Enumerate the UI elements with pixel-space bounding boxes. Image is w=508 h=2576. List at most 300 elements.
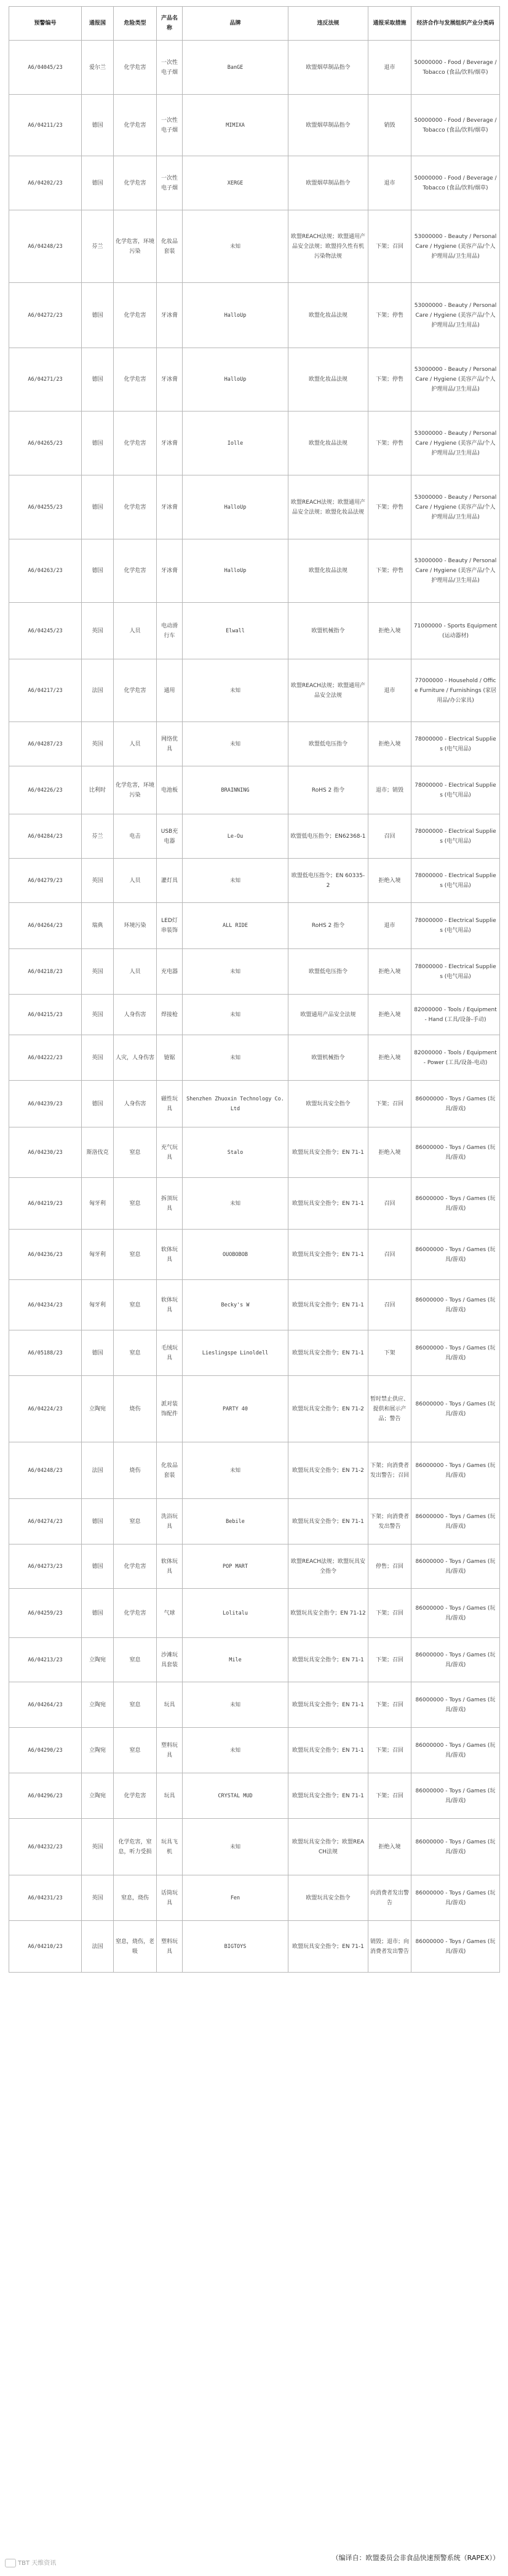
- cell-risk: 化学危害: [114, 156, 157, 210]
- cell-law: 欧盟玩具安全指令；EN 71-1: [288, 1773, 368, 1819]
- cell-law: 欧盟化妆品法规: [288, 411, 368, 475]
- cell-risk: 人身伤害: [114, 1081, 157, 1127]
- cell-measure: 拒绝入境: [368, 859, 411, 903]
- cell-category-code: 86000000 - Toys / Games (玩具/游戏): [411, 1330, 500, 1376]
- cell-law: 欧盟玩具安全指令；EN 71-1: [288, 1921, 368, 1973]
- cell-measure: 退市: [368, 659, 411, 722]
- table-row: [9, 1230, 500, 1280]
- cell-measure: 下架；召回: [368, 210, 411, 283]
- cell-category-code: 50000000 - Food / Beverage / Tobacco (食品/饮料/烟草): [411, 41, 500, 95]
- cell-law: 欧盟REACH法规；欧盟玩具安全指令: [288, 1544, 368, 1589]
- cell-risk: 环境污染: [114, 903, 157, 949]
- rapex-alert-table: [9, 6, 500, 1973]
- table-row: [9, 1638, 500, 1682]
- cell-brand: PARTY 40: [183, 1376, 288, 1442]
- cell-risk: 化学危害，环境污染: [114, 766, 157, 814]
- cell-country: 匈牙利: [82, 1280, 114, 1330]
- cell-alert-id: A6/04290/23: [9, 1728, 82, 1773]
- cell-category-code: 77000000 - Household / Office Furniture / Furnishings (家居用品/办公家具): [411, 659, 500, 722]
- cell-brand: CRYSTAL MUD: [183, 1773, 288, 1819]
- cell-category-code: 78000000 - Electrical Supplies (电气用品): [411, 859, 500, 903]
- cell-measure: 下架: [368, 1330, 411, 1376]
- cell-measure: 拒绝入境: [368, 1035, 411, 1081]
- table-row: [9, 1728, 500, 1773]
- table-row: [9, 1921, 500, 1973]
- cell-country: 英国: [82, 995, 114, 1035]
- cell-brand: Stalo: [183, 1127, 288, 1178]
- cell-country: 英国: [82, 949, 114, 995]
- cell-country: 德国: [82, 1589, 114, 1638]
- cell-law: 欧盟玩具安全指令；EN 71-1: [288, 1330, 368, 1376]
- cell-risk: 化学危害，窒息，听力受损: [114, 1819, 157, 1875]
- cell-country: 德国: [82, 1499, 114, 1544]
- cell-risk: 化学危害: [114, 411, 157, 475]
- cell-product: 洗浴玩具: [157, 1499, 183, 1544]
- cell-country: 德国: [82, 411, 114, 475]
- cell-brand: 未知: [183, 859, 288, 903]
- table-row: [9, 859, 500, 903]
- cell-alert-id: A6/04217/23: [9, 659, 82, 722]
- cell-brand: 未知: [183, 1442, 288, 1499]
- table-row: [9, 539, 500, 603]
- cell-product: 软体玩具: [157, 1280, 183, 1330]
- cell-alert-id: A6/04045/23: [9, 41, 82, 95]
- cell-measure: 退市；销毁: [368, 766, 411, 814]
- cell-law: 欧盟化妆品法规: [288, 348, 368, 411]
- cell-country: 瑞典: [82, 903, 114, 949]
- cell-measure: 退市: [368, 903, 411, 949]
- cell-alert-id: A6/04231/23: [9, 1875, 82, 1921]
- cell-risk: 化学危害，环境污染: [114, 210, 157, 283]
- table-row: [9, 995, 500, 1035]
- cell-risk: 人灾，人身伤害: [114, 1035, 157, 1081]
- cell-alert-id: A6/05188/23: [9, 1330, 82, 1376]
- cell-category-code: 86000000 - Toys / Games (玩具/游戏): [411, 1280, 500, 1330]
- cell-law: 欧盟烟草制品指令: [288, 156, 368, 210]
- cell-law: RoHS 2 指令: [288, 766, 368, 814]
- cell-product: 牙冰膏: [157, 539, 183, 603]
- cell-alert-id: A6/04263/23: [9, 539, 82, 603]
- cell-country: 立陶宛: [82, 1773, 114, 1819]
- table-row: [9, 659, 500, 722]
- cell-risk: 窒息: [114, 1728, 157, 1773]
- cell-risk: 化学危害: [114, 475, 157, 539]
- cell-category-code: 86000000 - Toys / Games (玩具/游戏): [411, 1178, 500, 1230]
- table-row: [9, 41, 500, 95]
- cell-brand: ALL RIDE: [183, 903, 288, 949]
- cell-risk: 人员: [114, 949, 157, 995]
- cell-country: 法国: [82, 659, 114, 722]
- cell-risk: 窒息: [114, 1330, 157, 1376]
- cell-alert-id: A6/04248/23: [9, 210, 82, 283]
- table-row: [9, 1035, 500, 1081]
- cell-alert-id: A6/04239/23: [9, 1081, 82, 1127]
- cell-measure: 下架；召回: [368, 1589, 411, 1638]
- cell-country: 德国: [82, 1081, 114, 1127]
- cell-brand: BIGTOYS: [183, 1921, 288, 1973]
- cell-product: 一次性电子烟: [157, 95, 183, 156]
- cell-risk: 人员: [114, 603, 157, 659]
- table-row: [9, 283, 500, 348]
- cell-measure: 下架；停售: [368, 475, 411, 539]
- cell-country: 立陶宛: [82, 1376, 114, 1442]
- cell-country: 比利时: [82, 766, 114, 814]
- cell-product: 充电器: [157, 949, 183, 995]
- cell-brand: Elwall: [183, 603, 288, 659]
- cell-measure: 下架；召回: [368, 1682, 411, 1728]
- cell-risk: 窒息: [114, 1280, 157, 1330]
- cell-measure: 拒绝入境: [368, 995, 411, 1035]
- cell-risk: 窒息，烧伤: [114, 1875, 157, 1921]
- cell-measure: 拒绝入境: [368, 603, 411, 659]
- cell-category-code: 78000000 - Electrical Supplies (电气用品): [411, 814, 500, 859]
- cell-product: 塑料玩具: [157, 1921, 183, 1973]
- cell-measure: 下架；召回: [368, 1728, 411, 1773]
- cell-alert-id: A6/04296/23: [9, 1773, 82, 1819]
- cell-country: 德国: [82, 95, 114, 156]
- cell-measure: 下架；停售: [368, 539, 411, 603]
- table-row: [9, 814, 500, 859]
- cell-category-code: 86000000 - Toys / Games (玩具/游戏): [411, 1773, 500, 1819]
- cell-country: 芬兰: [82, 210, 114, 283]
- cell-measure: 召回: [368, 1230, 411, 1280]
- header-risk: 危险类型: [114, 7, 157, 41]
- cell-product: 玩具: [157, 1682, 183, 1728]
- cell-country: 芬兰: [82, 814, 114, 859]
- cell-country: 英国: [82, 1875, 114, 1921]
- cell-category-code: 53000000 - Beauty / Personal Care / Hygiene (美容产品/个人护理用品/卫生用品): [411, 411, 500, 475]
- cell-law: 欧盟低电压指令: [288, 949, 368, 995]
- cell-brand: HalloUp: [183, 348, 288, 411]
- cell-alert-id: A6/04279/23: [9, 859, 82, 903]
- cell-law: 欧盟玩具安全指令: [288, 1081, 368, 1127]
- cell-law: 欧盟REACH法规；欧盟通用产品安全法规: [288, 659, 368, 722]
- cell-law: 欧盟烟草制品指令: [288, 41, 368, 95]
- cell-product: 充气玩具: [157, 1127, 183, 1178]
- cell-alert-id: A6/04265/23: [9, 411, 82, 475]
- cell-category-code: 86000000 - Toys / Games (玩具/游戏): [411, 1442, 500, 1499]
- cell-product: 软体玩具: [157, 1230, 183, 1280]
- cell-country: 英国: [82, 603, 114, 659]
- table-row: [9, 1178, 500, 1230]
- cell-alert-id: A6/04234/23: [9, 1280, 82, 1330]
- cell-measure: 下架；召回: [368, 1081, 411, 1127]
- cell-product: 电动滑行车: [157, 603, 183, 659]
- cell-category-code: 53000000 - Beauty / Personal Care / Hygiene (美容产品/个人护理用品/卫生用品): [411, 475, 500, 539]
- cell-measure: 退市: [368, 156, 411, 210]
- cell-category-code: 53000000 - Beauty / Personal Care / Hygiene (美容产品/个人护理用品/卫生用品): [411, 539, 500, 603]
- cell-product: 沙滩玩具套装: [157, 1638, 183, 1682]
- cell-product: 链锯: [157, 1035, 183, 1081]
- cell-product: USB充电器: [157, 814, 183, 859]
- cell-measure: 下架；召回: [368, 1773, 411, 1819]
- cell-alert-id: A6/04274/23: [9, 1499, 82, 1544]
- cell-product: 牙冰膏: [157, 348, 183, 411]
- table-row: [9, 156, 500, 210]
- cell-country: 德国: [82, 475, 114, 539]
- cell-alert-id: A6/04222/23: [9, 1035, 82, 1081]
- cell-category-code: 50000000 - Food / Beverage / Tobacco (食品/饮料/烟草): [411, 156, 500, 210]
- cell-category-code: 50000000 - Food / Beverage / Tobacco (食品/饮料/烟草): [411, 95, 500, 156]
- cell-brand: 未知: [183, 1728, 288, 1773]
- cell-risk: 窒息: [114, 1230, 157, 1280]
- cell-brand: Le-Ou: [183, 814, 288, 859]
- cell-alert-id: A6/04211/23: [9, 95, 82, 156]
- cell-law: 欧盟玩具安全指令；EN 71-1: [288, 1178, 368, 1230]
- cell-measure: 销毁: [368, 95, 411, 156]
- cell-country: 匈牙利: [82, 1230, 114, 1280]
- cell-category-code: 78000000 - Electrical Supplies (电气用品): [411, 903, 500, 949]
- cell-alert-id: A6/04213/23: [9, 1638, 82, 1682]
- cell-country: 德国: [82, 1330, 114, 1376]
- cell-alert-id: A6/04273/23: [9, 1544, 82, 1589]
- cell-category-code: 86000000 - Toys / Games (玩具/游戏): [411, 1376, 500, 1442]
- cell-category-code: 78000000 - Electrical Supplies (电气用品): [411, 722, 500, 766]
- cell-country: 英国: [82, 859, 114, 903]
- cell-measure: 下架；召回: [368, 1638, 411, 1682]
- cell-country: 立陶宛: [82, 1682, 114, 1728]
- cell-product: 灌灯具: [157, 859, 183, 903]
- cell-brand: 未知: [183, 995, 288, 1035]
- cell-brand: 未知: [183, 1178, 288, 1230]
- cell-law: RoHS 2 指令: [288, 903, 368, 949]
- cell-country: 斯洛伐克: [82, 1127, 114, 1178]
- cell-product: 通用: [157, 659, 183, 722]
- cell-product: 气球: [157, 1589, 183, 1638]
- cell-risk: 化学危害: [114, 41, 157, 95]
- cell-brand: Mile: [183, 1638, 288, 1682]
- cell-alert-id: A6/04226/23: [9, 766, 82, 814]
- cell-risk: 人身伤害: [114, 995, 157, 1035]
- cell-brand: 未知: [183, 210, 288, 283]
- cell-product: 焊接枪: [157, 995, 183, 1035]
- cell-measure: 退市: [368, 41, 411, 95]
- cell-product: 电池板: [157, 766, 183, 814]
- cell-measure: 停售；召回: [368, 1544, 411, 1589]
- cell-category-code: 86000000 - Toys / Games (玩具/游戏): [411, 1875, 500, 1921]
- cell-law: 欧盟玩具安全指令；EN 71-1: [288, 1127, 368, 1178]
- table-row: [9, 411, 500, 475]
- cell-brand: Iolle: [183, 411, 288, 475]
- table-row: [9, 475, 500, 539]
- cell-alert-id: A6/04219/23: [9, 1178, 82, 1230]
- cell-category-code: 53000000 - Beauty / Personal Care / Hygiene (美容产品/个人护理用品/卫生用品): [411, 283, 500, 348]
- cell-risk: 窒息，烧伤，老吸: [114, 1921, 157, 1973]
- cell-category-code: 78000000 - Electrical Supplies (电气用品): [411, 766, 500, 814]
- table-row: [9, 1442, 500, 1499]
- cell-product: 一次性电子烟: [157, 41, 183, 95]
- cell-measure: 召回: [368, 1280, 411, 1330]
- watermark-text: TBT 天维资讯: [18, 2560, 57, 2567]
- cell-risk: 窒息: [114, 1682, 157, 1728]
- cell-law: 欧盟烟草制品指令: [288, 95, 368, 156]
- cell-category-code: 86000000 - Toys / Games (玩具/游戏): [411, 1921, 500, 1973]
- cell-category-code: 86000000 - Toys / Games (玩具/游戏): [411, 1682, 500, 1728]
- cell-measure: 向消费者发出警告: [368, 1875, 411, 1921]
- cell-law: 欧盟REACH法规；欧盟通用产品安全法规；欧盟化妆品法规: [288, 475, 368, 539]
- header-product: 产品名称: [157, 7, 183, 41]
- cell-alert-id: A6/04264/23: [9, 1682, 82, 1728]
- cell-measure: 暂时禁止供应、提供和展示产品；警告: [368, 1376, 411, 1442]
- table-row: [9, 1330, 500, 1376]
- cell-law: 欧盟通用产品安全法规: [288, 995, 368, 1035]
- cell-alert-id: A6/04255/23: [9, 475, 82, 539]
- cell-brand: HalloUp: [183, 283, 288, 348]
- cell-alert-id: A6/04210/23: [9, 1921, 82, 1973]
- cell-country: 法国: [82, 1921, 114, 1973]
- cell-risk: 化学危害: [114, 283, 157, 348]
- cell-law: 欧盟玩具安全指令；EN 71-1: [288, 1682, 368, 1728]
- cell-brand: Fen: [183, 1875, 288, 1921]
- cell-alert-id: A6/04287/23: [9, 722, 82, 766]
- table-row: [9, 1819, 500, 1875]
- cell-risk: 窒息: [114, 1638, 157, 1682]
- cell-brand: MIMIXA: [183, 95, 288, 156]
- table-row: [9, 1376, 500, 1442]
- cell-category-code: 86000000 - Toys / Games (玩具/游戏): [411, 1544, 500, 1589]
- cell-country: 立陶宛: [82, 1728, 114, 1773]
- cell-category-code: 86000000 - Toys / Games (玩具/游戏): [411, 1499, 500, 1544]
- cell-measure: 下架；向消费者发出警告；召回: [368, 1442, 411, 1499]
- cell-alert-id: A6/04202/23: [9, 156, 82, 210]
- cell-product: 玩具: [157, 1773, 183, 1819]
- table-row: [9, 1127, 500, 1178]
- cell-alert-id: A6/04272/23: [9, 283, 82, 348]
- cell-alert-id: A6/04232/23: [9, 1819, 82, 1875]
- header-law: 违反法规: [288, 7, 368, 41]
- cell-product: 话筒玩具: [157, 1875, 183, 1921]
- table-row: [9, 1875, 500, 1921]
- cell-law: 欧盟玩具安全指令；EN 71-1: [288, 1638, 368, 1682]
- cell-risk: 化学危害: [114, 1773, 157, 1819]
- table-row: [9, 1589, 500, 1638]
- cell-measure: 下架；停售: [368, 348, 411, 411]
- table-row: [9, 903, 500, 949]
- cell-product: 牙冰膏: [157, 411, 183, 475]
- cell-product: 牙冰膏: [157, 475, 183, 539]
- cell-product: 化妆品套装: [157, 1442, 183, 1499]
- cell-law: 欧盟玩具安全指令；EN 71-1: [288, 1280, 368, 1330]
- table-header-row: [9, 7, 500, 41]
- cell-brand: Lolitalu: [183, 1589, 288, 1638]
- cell-alert-id: A6/04215/23: [9, 995, 82, 1035]
- cell-brand: HalloUp: [183, 475, 288, 539]
- table-row: [9, 603, 500, 659]
- cell-product: 玩具飞机: [157, 1819, 183, 1875]
- cell-measure: 召回: [368, 814, 411, 859]
- cell-category-code: 86000000 - Toys / Games (玩具/游戏): [411, 1230, 500, 1280]
- cell-law: 欧盟玩具安全指令: [288, 1875, 368, 1921]
- cell-law: 欧盟玩具安全指令；欧盟REACH法规: [288, 1819, 368, 1875]
- cell-alert-id: A6/04230/23: [9, 1127, 82, 1178]
- cell-brand: BanGE: [183, 41, 288, 95]
- cell-country: 英国: [82, 1035, 114, 1081]
- cell-brand: 未知: [183, 1682, 288, 1728]
- cell-product: 毛绒玩具: [157, 1330, 183, 1376]
- cell-risk: 窒息: [114, 1499, 157, 1544]
- cell-measure: 下架；停售: [368, 283, 411, 348]
- header-code: 经济合作与发展组织产业分类码: [411, 7, 500, 41]
- cell-risk: 窒息: [114, 1178, 157, 1230]
- cell-risk: 化学危害: [114, 348, 157, 411]
- cell-alert-id: A6/04218/23: [9, 949, 82, 995]
- cell-measure: 销毁；退市；向消费者发出警告: [368, 1921, 411, 1973]
- cell-country: 英国: [82, 1819, 114, 1875]
- cell-risk: 窒息: [114, 1127, 157, 1178]
- cell-risk: 化学危害: [114, 1544, 157, 1589]
- cell-product: 网络优具: [157, 722, 183, 766]
- table-row: [9, 949, 500, 995]
- cell-product: 牙冰膏: [157, 283, 183, 348]
- header-brand: 品牌: [183, 7, 288, 41]
- cell-brand: 未知: [183, 949, 288, 995]
- table-row: [9, 1544, 500, 1589]
- cell-law: 欧盟机械指令: [288, 603, 368, 659]
- cell-law: 欧盟REACH法规；欧盟通用产品安全法规；欧盟持久性有机污染物法规: [288, 210, 368, 283]
- cell-alert-id: A6/04245/23: [9, 603, 82, 659]
- cell-category-code: 86000000 - Toys / Games (玩具/游戏): [411, 1728, 500, 1773]
- cell-law: 欧盟低电压指令: [288, 722, 368, 766]
- cell-category-code: 86000000 - Toys / Games (玩具/游戏): [411, 1127, 500, 1178]
- header-measure: 通报采取措施: [368, 7, 411, 41]
- header-id: 预警编号: [9, 7, 82, 41]
- cell-category-code: 53000000 - Beauty / Personal Care / Hygiene (美容产品/个人护理用品/卫生用品): [411, 210, 500, 283]
- cell-measure: 下架；向消费者发出警告: [368, 1499, 411, 1544]
- cell-measure: 拒绝入境: [368, 1127, 411, 1178]
- cell-product: 拆顶玩具: [157, 1178, 183, 1230]
- cell-law: 欧盟玩具安全指令；EN 71-1: [288, 1230, 368, 1280]
- cell-law: 欧盟低电压指令；EN 60335-2: [288, 859, 368, 903]
- cell-alert-id: A6/04224/23: [9, 1376, 82, 1442]
- cell-brand: 未知: [183, 659, 288, 722]
- cell-law: 欧盟玩具安全指令；EN 71-2: [288, 1442, 368, 1499]
- cell-risk: 电击: [114, 814, 157, 859]
- table-row: [9, 722, 500, 766]
- table-row: [9, 1081, 500, 1127]
- cell-alert-id: A6/04248/23: [9, 1442, 82, 1499]
- cell-risk: 化学危害: [114, 539, 157, 603]
- cell-law: 欧盟化妆品法规: [288, 283, 368, 348]
- cell-country: 德国: [82, 348, 114, 411]
- cell-law: 欧盟化妆品法规: [288, 539, 368, 603]
- cell-brand: BRAINNING: [183, 766, 288, 814]
- cell-law: 欧盟玩具安全指令；EN 71-12: [288, 1589, 368, 1638]
- cell-brand: XERGE: [183, 156, 288, 210]
- cell-brand: HalloUp: [183, 539, 288, 603]
- cell-country: 德国: [82, 539, 114, 603]
- cell-category-code: 53000000 - Beauty / Personal Care / Hygiene (美容产品/个人护理用品/卫生用品): [411, 348, 500, 411]
- cell-alert-id: A6/04259/23: [9, 1589, 82, 1638]
- cell-risk: 人员: [114, 859, 157, 903]
- cell-product: 软体玩具: [157, 1544, 183, 1589]
- cell-measure: 召回: [368, 1178, 411, 1230]
- cell-product: 磁性玩具: [157, 1081, 183, 1127]
- table-row: [9, 1773, 500, 1819]
- cell-category-code: 82000000 - Tools / Equipment - Power (工具/设备-电动): [411, 1035, 500, 1081]
- cell-alert-id: A6/04264/23: [9, 903, 82, 949]
- table-row: [9, 348, 500, 411]
- cell-brand: Becky's W: [183, 1280, 288, 1330]
- table-row: [9, 1280, 500, 1330]
- header-country: 通报国: [82, 7, 114, 41]
- cell-country: 英国: [82, 722, 114, 766]
- cell-measure: 下架；停售: [368, 411, 411, 475]
- cell-brand: 未知: [183, 1819, 288, 1875]
- cell-country: 法国: [82, 1442, 114, 1499]
- cell-country: 德国: [82, 283, 114, 348]
- cell-brand: Lieslingspe Linoldell: [183, 1330, 288, 1376]
- table-row: [9, 1499, 500, 1544]
